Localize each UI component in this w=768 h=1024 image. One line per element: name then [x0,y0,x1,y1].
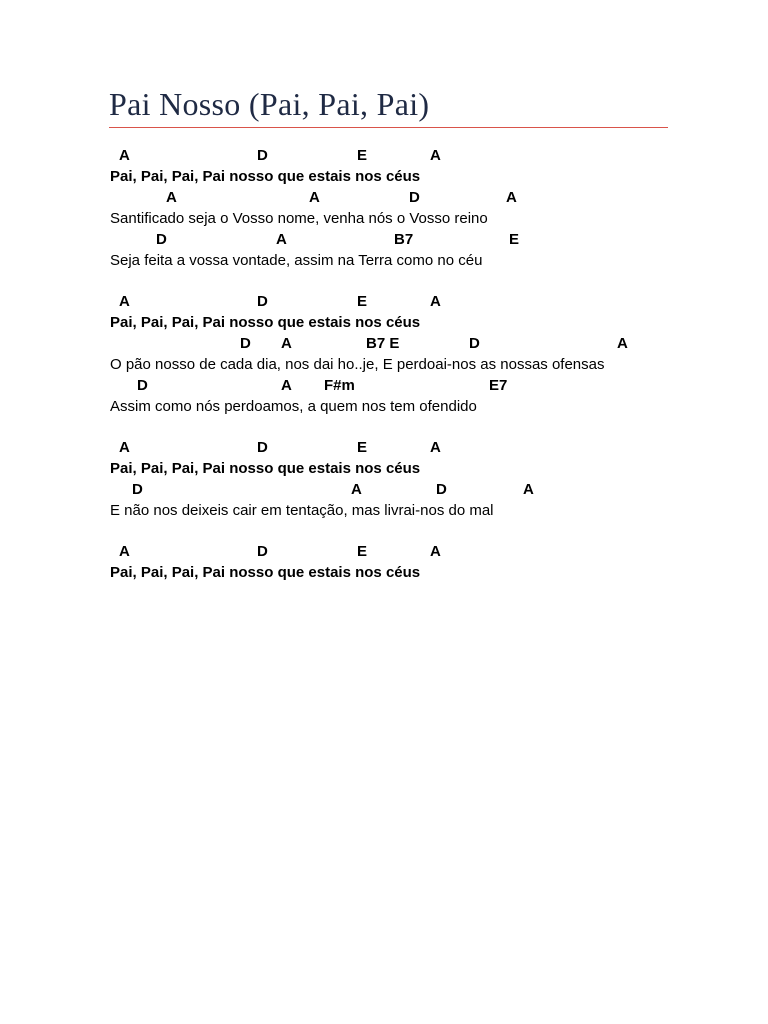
chord: A [119,293,130,310]
chord: A [430,147,441,164]
title-underline [109,127,668,128]
chord: B7 [394,231,414,248]
lyric-line: Assim como nós perdoamos, a quem nos tem ofendido [110,398,477,415]
chord: A [617,335,628,352]
chord: B7 E [366,335,400,352]
chord: D [240,335,251,352]
lyric-line: Pai, Pai, Pai, Pai nosso que estais nos céus [110,460,421,477]
chord: A [309,189,320,206]
chord: D [409,189,420,206]
chord: A [119,147,130,164]
chord: D [137,377,148,394]
chord: A [281,377,292,394]
lyric-line: Santificado seja o Vosso nome, venha nós o Vosso reino [110,210,488,227]
chord: D [132,481,143,498]
chord: D [436,481,447,498]
chord: A [506,189,517,206]
chord: A [276,231,287,248]
chord: F#m [324,377,355,394]
lyric-line: Pai, Pai, Pai, Pai nosso que estais nos céus [110,564,421,581]
chord: A [430,543,441,560]
chord: A [119,543,130,560]
lyric-line: E não nos deixeis cair em tentação, mas livrai-nos do mal [110,502,494,519]
chord: A [351,481,362,498]
chord: A [430,293,441,310]
chord: A [523,481,534,498]
chord: E [357,439,368,456]
chord: E [357,293,368,310]
chord: E7 [489,377,508,394]
chord: D [257,439,268,456]
chord: E [509,231,520,248]
chord: D [257,293,268,310]
chord: A [166,189,177,206]
chord: E [357,147,368,164]
chord: A [281,335,292,352]
lyric-line: Seja feita a vossa vontade, assim na Terra como no céu [110,252,483,269]
chord: D [156,231,167,248]
chord: D [257,543,268,560]
chord: A [119,439,130,456]
chord: D [257,147,268,164]
chord: A [430,439,441,456]
chord: E [357,543,368,560]
lyric-line: Pai, Pai, Pai, Pai nosso que estais nos céus [110,168,421,185]
chord: D [469,335,480,352]
lyric-line: Pai, Pai, Pai, Pai nosso que estais nos céus [110,314,421,331]
song-title: Pai Nosso (Pai, Pai, Pai) [109,86,430,122]
lyric-line: O pão nosso de cada dia, nos dai ho..je, E perdoai-nos as nossas ofensas [110,356,605,373]
